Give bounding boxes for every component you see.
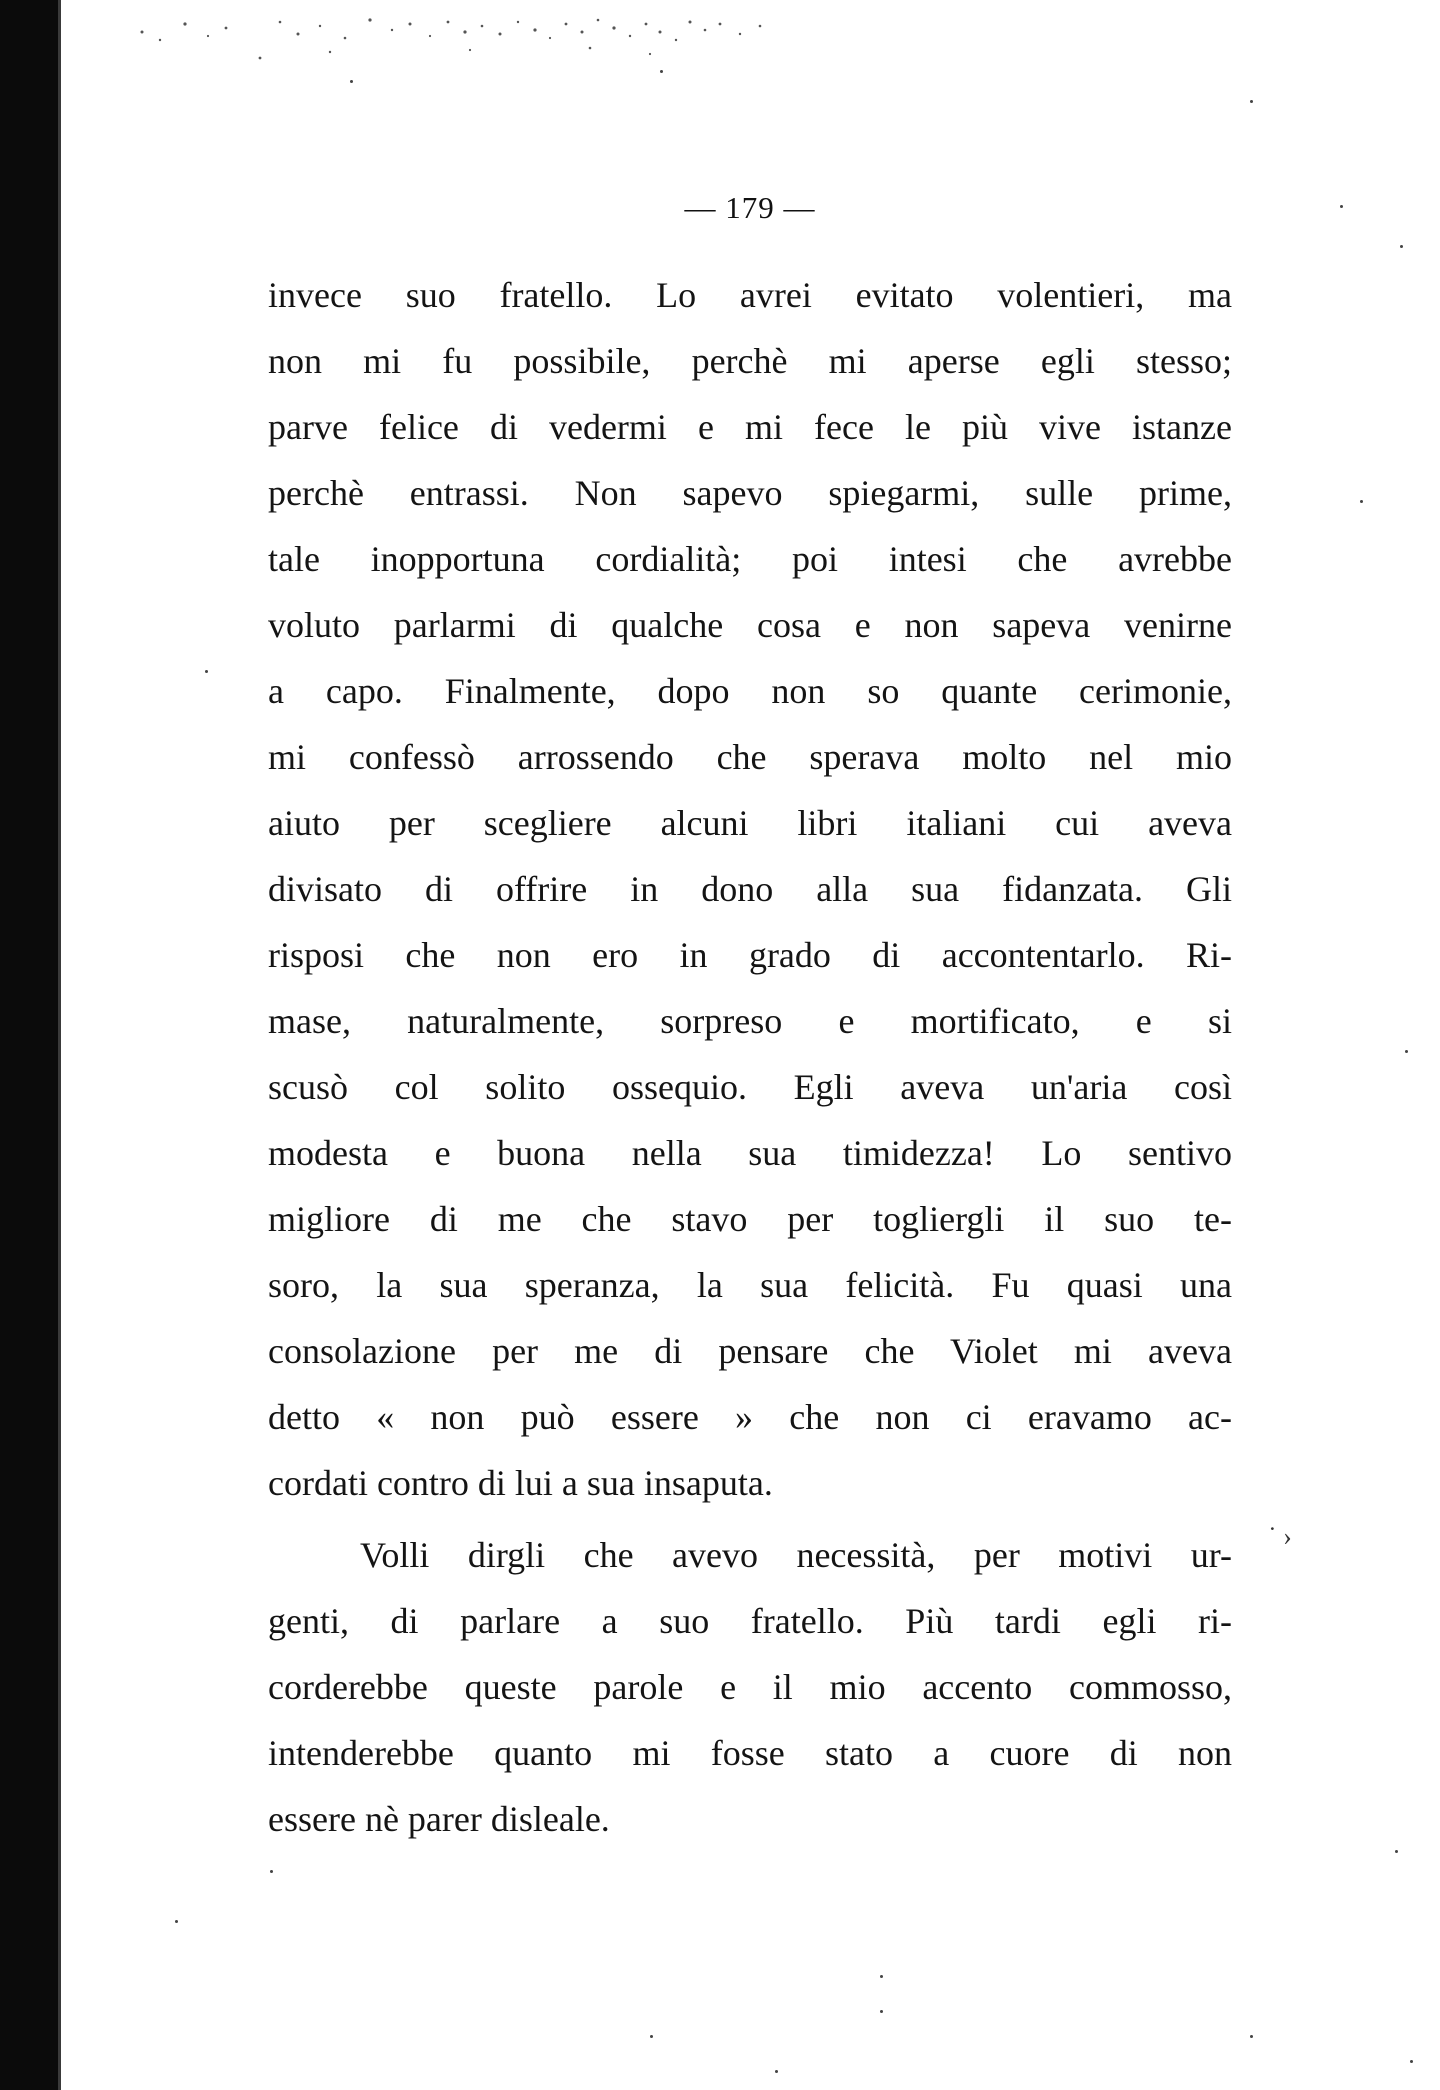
text-line: corderebbe queste parole e il mio accento commosso, [268,1667,1232,1707]
binding-edge-line [58,0,61,2090]
text-line: intenderebbe quanto mi fosse stato a cuore di non [268,1733,1232,1773]
text-line: detto « non può essere » che non ci eravamo ac- [268,1397,1232,1437]
scan-speck [205,670,208,673]
binding-shadow [0,0,58,2090]
scan-speck [1250,100,1253,103]
margin-speck: ˙ › [1268,1522,1292,1551]
text-line: mase, naturalmente, sorpreso e mortificato, e si [268,1001,1232,1041]
scan-speck [880,2010,883,2013]
text-line: risposi che non ero in grado di accontentarlo. Ri- [268,935,1232,975]
scan-speck [1395,1850,1398,1853]
text-line: soro, la sua speranza, la sua felicità. Fu quasi una [268,1265,1232,1305]
text-line: migliore di me che stavo per togliergli il suo te- [268,1199,1232,1239]
scan-speck [1410,2060,1413,2063]
scan-speck [350,80,353,83]
text-line: scusò col solito ossequio. Egli aveva un'aria così [268,1067,1232,1107]
text-line: a capo. Finalmente, dopo non so quante cerimonie, [268,671,1232,711]
text-line: mi confessò arrossendo che sperava molto nel mio [268,737,1232,777]
scan-speck [880,1975,883,1978]
scan-speck [650,2035,653,2038]
scan-speck [1405,1050,1408,1053]
scan-speck [775,2070,778,2073]
scan-noise-speckles [130,10,820,70]
scan-speck [1250,2035,1253,2038]
page-number: — 179 — [684,190,816,225]
text-line: perchè entrassi. Non sapevo spiegarmi, sulle prime, [268,473,1232,513]
text-line: consolazione per me di pensare che Violet mi aveva [268,1331,1232,1371]
paragraph-2 [268,1522,1232,1852]
text-line: non mi fu possibile, perchè mi aperse egli stesso; [268,341,1232,381]
scan-speck [660,70,663,73]
paragraph-1 [268,262,1232,1516]
text-line: Volli dirgli che avevo necessità, per motivi ur- [360,1535,1232,1575]
text-line: voluto parlarmi di qualche cosa e non sapeva venirne [268,605,1232,645]
scan-speck [175,1920,178,1923]
text-line: cordati contro di lui a sua insaputa. [268,1463,773,1503]
text-line: parve felice di vedermi e mi fece le più vive istanze [268,407,1232,447]
text-line: invece suo fratello. Lo avrei evitato volentieri, ma [268,275,1232,315]
text-line: modesta e buona nella sua timidezza! Lo sentivo [268,1133,1232,1173]
scan-speck [270,1870,273,1873]
text-line: genti, di parlare a suo fratello. Più tardi egli ri- [268,1601,1232,1641]
text-line: tale inopportuna cordialità; poi intesi che avrebbe [268,539,1232,579]
body-text [268,262,1232,1852]
scan-speck [1340,205,1343,208]
text-line: aiuto per scegliere alcuni libri italiani cui aveva [268,803,1232,843]
scan-speck [1360,500,1363,503]
text-line: divisato di offrire in dono alla sua fidanzata. Gli [268,869,1232,909]
text-line: essere nè parer disleale. [268,1799,610,1839]
scan-speck [1400,245,1403,248]
